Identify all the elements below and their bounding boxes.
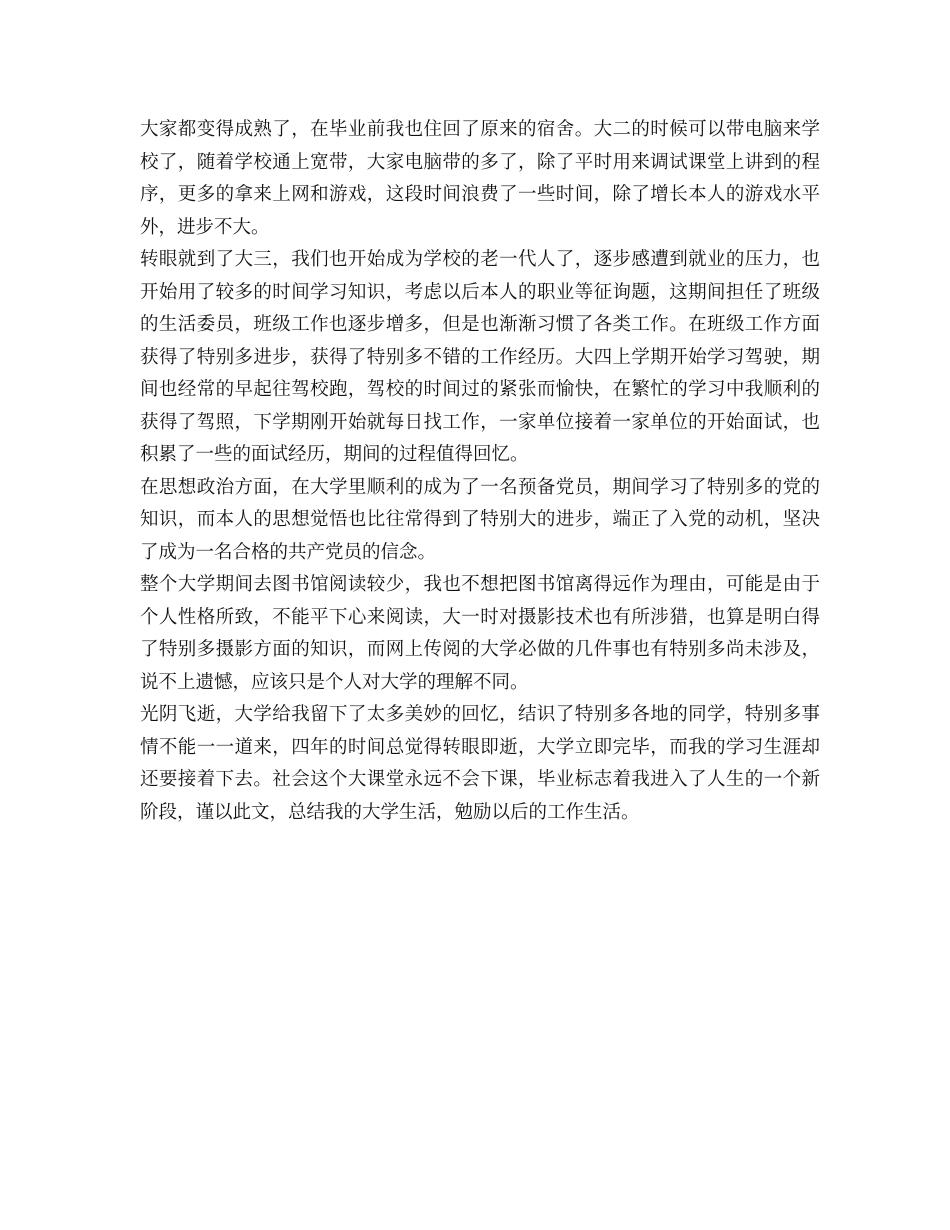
paragraph-3: 在思想政治方面，在大学里顺利的成为了一名预备党员，期间学习了特别多的党的知识，而本人的思想觉悟也比往常得到了特别大的进步，端正了入党的动机，坚决了成为一名合格的共产党员的信念。 bbox=[140, 476, 820, 563]
paragraph-2: 转眼就到了大三，我们也开始成为学校的老一代人了，逐步感遭到就业的压力，也开始用了较多的时间学习知识，考虑以后本人的职业等征询题，这期间担任了班级的生活委员，班级工作也逐步增多，但是也渐渐习惯了各类工作。在班级工作方面获得了特别多进步，获得了特别多不错的工作经历。大四上学期开始学习驾驶，期间也经常的早起往驾校跑，驾校的时间过的紧张而愉快，在繁忙的学习中我顺利的获得了驾照，下学期刚开始就每日找工作，一家单位接着一家单位的开始面试，也积累了一些的面试经历，期间的过程值得回忆。 bbox=[140, 249, 820, 465]
paragraph-4: 整个大学期间去图书馆阅读较少，我也不想把图书馆离得远作为理由，可能是由于个人性格所致，不能平下心来阅读，大一时对摄影技术也有所涉猎，也算是明白得了特别多摄影方面的知识，而网上传阅的大学必做的几件事也有特别多尚未涉及，说不上遗憾，应该只是个人对大学的理解不同。 bbox=[140, 574, 820, 693]
paragraph-5: 光阴飞逝，大学给我留下了太多美妙的回忆，结识了特别多各地的同学，特别多事情不能一一道来，四年的时间总觉得转眼即逝，大学立即完毕，而我的学习生涯却还要接着下去。社会这个大课堂永远不会下课，毕业标志着我进入了人生的一个新阶段，谨以此文，总结我的大学生活，勉励以后的工作生活。 bbox=[140, 704, 820, 823]
document-body bbox=[140, 114, 820, 829]
paragraph-1: 大家都变得成熟了，在毕业前我也住回了原来的宿舍。大二的时候可以带电脑来学校了，随着学校通上宽带，大家电脑带的多了，除了平时用来调试课堂上讲到的程序，更多的拿来上网和游戏，这段时间浪费了一些时间，除了增长本人的游戏水平外，进步不大。 bbox=[140, 119, 820, 238]
